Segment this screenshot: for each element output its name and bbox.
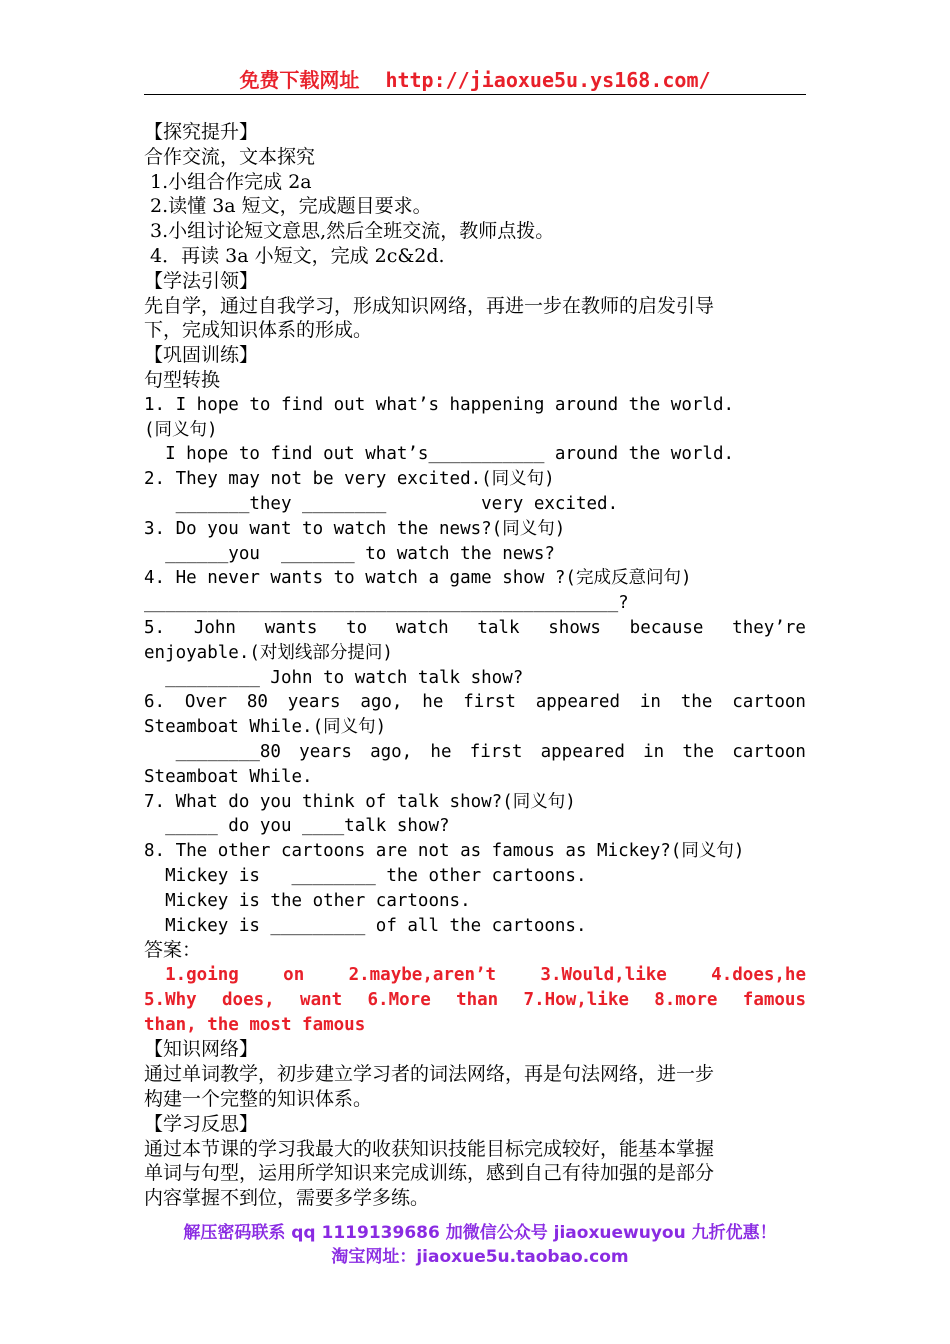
text-line: _____________________________________________? (144, 593, 629, 614)
text-line: Steamboat While.(同义句) (144, 717, 387, 738)
text-line: 3. Do you want to watch the news?(同义句) (144, 518, 566, 539)
text-line: enjoyable.(对划线部分提问) (144, 642, 393, 663)
text-line: 【知识网络】 (144, 1038, 259, 1061)
text-line: Mickey is the other cartoons. (144, 890, 471, 911)
text-line: than, the most famous (144, 1014, 366, 1035)
text-line: 【学习反思】 (144, 1112, 259, 1135)
page-header (144, 64, 806, 93)
text-line: 单词与句型，运用所学知识来完成训练，感到自己有待加强的是部分 (144, 1162, 715, 1185)
text-line: ______you _______ to watch the news? (144, 543, 555, 564)
document-body (144, 120, 806, 1211)
text-line: Steamboat While. (144, 766, 313, 787)
text-line: 答案： (144, 939, 202, 962)
text-line: I hope to find out what’s___________ around the world. (144, 444, 735, 465)
text-line: 5. John wants to watch talk shows because they’re (144, 617, 806, 638)
text-line: 2. They may not be very excited.(同义句) (144, 469, 555, 490)
text-line: 7. What do you think of talk show?(同义句) (144, 791, 576, 812)
header-url-link[interactable]: http://jiaoxue5u.ys168.com/ (385, 68, 711, 92)
text-line: ________80 years ago, he first appeared in the cartoon (144, 741, 806, 762)
text-line: 【巩固训练】 (144, 344, 259, 367)
text-line: Mickey is _________ of all the cartoons. (144, 915, 587, 936)
text-line: 合作交流，文本探究 (144, 145, 316, 168)
text-line: 【学法引领】 (144, 269, 259, 292)
text-line: 6. Over 80 years ago, he first appeared in the cartoon (144, 692, 806, 713)
footer-contact: 解压密码联系 qq 1119139686 加微信公众号 jiaoxuewuyou 九折优惠！ (183, 1223, 777, 1243)
text-line: 【探究提升】 (144, 121, 259, 143)
text-line: 1. I hope to find out what’s happening around the world. (144, 394, 735, 415)
text-line: 4. He never wants to watch a game show ?(完成反意问句) (144, 568, 692, 589)
text-line: Mickey is ________ the other cartoons. (144, 865, 587, 886)
text-line: 构建一个完整的知识体系。 (144, 1088, 373, 1111)
header-label: 免费下载网址 (239, 68, 360, 92)
text-line: 先自学，通过自我学习，形成知识网络，再进一步在教师的启发引导 (144, 294, 715, 317)
text-line: 3.小组讨论短文意思,然后全班交流，教师点拨。 (144, 220, 555, 243)
footer-shop-url[interactable]: 淘宝网址：jiaoxue5u.taobao.com (331, 1247, 629, 1267)
text-line: 通过本节课的学习我最大的收获知识技能目标完成较好，能基本掌握 (144, 1137, 715, 1160)
text-line: _______they ________ very excited. (144, 493, 619, 514)
text-line: _____ do you ____talk show? (144, 816, 450, 837)
text-line: 句型转换 (144, 368, 221, 391)
text-line: (同义句) (144, 419, 218, 440)
text-line: 5.Why does, want 6.More than 7.How,like 8.more famous (144, 989, 806, 1010)
text-line: 1.小组合作完成 2a (144, 170, 312, 193)
text-line: 下，完成知识体系的形成。 (144, 319, 373, 342)
text-line: 1.going on 2.maybe,aren’t 3.Would,like 4.does,he (144, 965, 806, 986)
text-line: 2.读懂 3a 短文，完成题目要求。 (144, 195, 432, 218)
text-line: 4．再读 3a 小短文，完成 2c&2d. (144, 244, 445, 267)
text-line: _________ John to watch talk show? (144, 667, 524, 688)
text-line: 8. The other cartoons are not as famous as Mickey?(同义句) (144, 841, 745, 862)
header-rule (144, 94, 806, 95)
text-line: 内容掌握不到位，需要多学多练。 (144, 1187, 430, 1210)
text-line: 通过单词教学，初步建立学习者的词法网络，再是句法网络，进一步 (144, 1063, 715, 1086)
